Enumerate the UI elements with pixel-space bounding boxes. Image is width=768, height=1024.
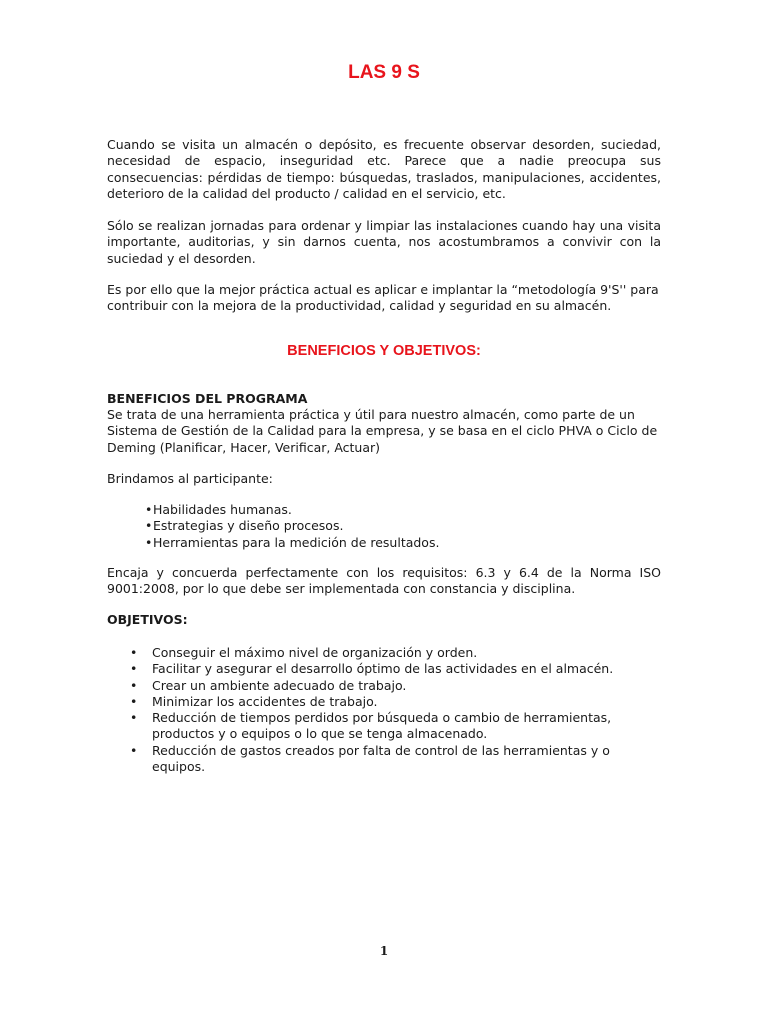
list-item	[130, 710, 650, 743]
benefits-description: Se trata de una herramienta práctica y útil para nuestro almacén, como parte de un Sistema de Gestión de la Calidad para la empresa, y se basa en el ciclo PHVA o Ciclo de Deming (Planificar, Hacer, Verificar, Actuar)	[107, 407, 658, 455]
list-item	[130, 678, 650, 694]
section-title-benefits-objectives: BENEFICIOS Y OBJETIVOS:	[287, 343, 481, 359]
list-item-text: Estrategias y diseño procesos.	[153, 518, 344, 534]
intro-paragraph-2: Sólo se realizan jornadas para ordenar y limpiar las instalaciones cuando hay una visita importante, auditorias, y sin darnos cuenta, nos acostumbramos a convivir con la suciedad y el desorden.	[107, 218, 661, 266]
benefits-lead: Brindamos al participante:	[107, 471, 273, 486]
objectives-heading: OBJETIVOS:	[107, 612, 188, 627]
list-item-text: Conseguir el máximo nivel de organización y orden.	[152, 645, 478, 660]
list-item-text: Herramientas para la medición de resultados.	[153, 534, 440, 550]
bullet-icon: •	[130, 677, 138, 693]
list-item-text: Crear un ambiente adecuado de trabajo.	[152, 677, 407, 693]
list-item	[145, 502, 665, 518]
list-item-text: Reducción de tiempos perdidos por búsqueda o cambio de herramientas, productos y o equipos o lo que se tenga almacenado.	[152, 710, 612, 742]
list-item-text: Reducción de gastos creados por falta de control de las herramientas y o equipos.	[152, 742, 610, 775]
list-item-text: Habilidades humanas.	[153, 502, 292, 517]
document-title: LAS 9 S	[348, 62, 420, 83]
bullet-icon: •	[130, 742, 138, 758]
objectives-list	[130, 645, 650, 775]
list-item	[130, 661, 650, 677]
list-item	[145, 518, 665, 534]
bullet-icon: •	[130, 693, 138, 709]
benefits-heading: BENEFICIOS DEL PROGRAMA	[107, 391, 308, 406]
list-item	[130, 694, 650, 710]
bullet-icon: •	[130, 661, 138, 677]
list-item	[130, 645, 650, 661]
bullet-icon: •	[145, 534, 153, 550]
list-item	[145, 535, 665, 551]
benefits-closing: Encaja y concuerda perfectamente con los requisitos: 6.3 y 6.4 de la Norma ISO 9001:2008, por lo que debe ser implementada con constancia y disciplina.	[107, 565, 661, 597]
bullet-icon: •	[145, 502, 153, 517]
list-item	[130, 743, 650, 776]
benefits-list	[145, 502, 665, 551]
page-number: 1	[379, 944, 389, 958]
list-item-text: Facilitar y asegurar el desarrollo óptimo de las actividades en el almacén.	[152, 661, 614, 677]
bullet-icon: •	[130, 645, 138, 660]
intro-paragraph-1: Cuando se visita un almacén o depósito, es frecuente observar desorden, suciedad, necesidad de espacio, inseguridad etc. Parece que a nadie preocupa sus consecuencias: pérdidas de tiempo: búsquedas, traslados, manipulaciones, accidentes, deterioro de la calidad del producto / calidad en el servicio, etc.	[107, 137, 661, 201]
bullet-icon: •	[130, 710, 138, 726]
intro-paragraph-3: Es por ello que la mejor práctica actual es aplicar e implantar la “metodología 9'S'' para contribuir con la mejora de la productividad, calidad y seguridad en su almacén.	[107, 282, 659, 314]
bullet-icon: •	[145, 518, 153, 534]
list-item-text: Minimizar los accidentes de trabajo.	[152, 693, 378, 709]
